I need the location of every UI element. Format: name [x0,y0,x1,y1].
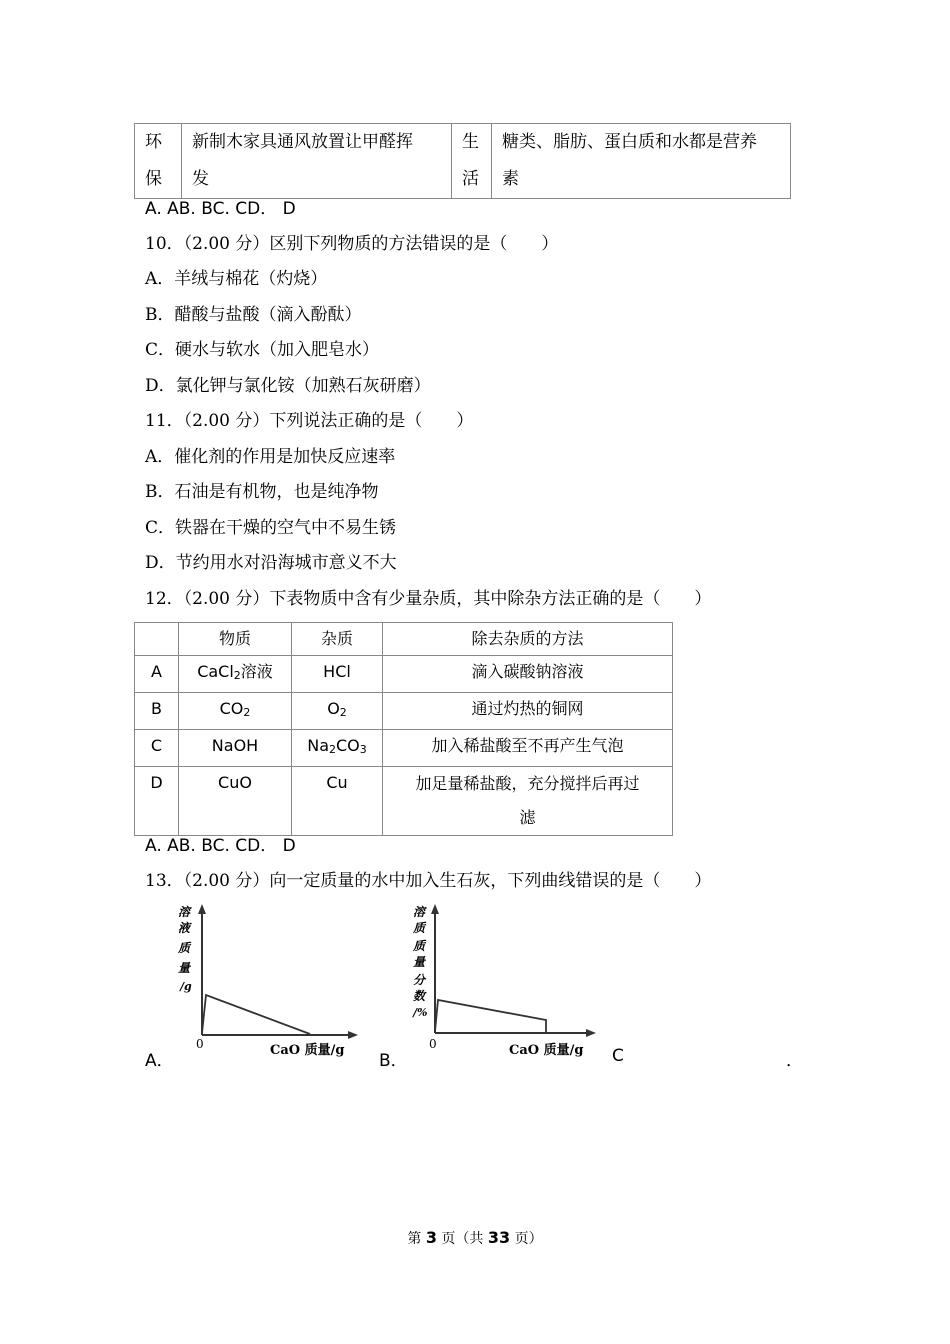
table-row [135,656,673,693]
q11-stem: 11．（2.00 分）下列说法正确的是（ ） [145,411,474,431]
q13-trailing-dot: ． [786,1051,803,1071]
graph-b-ylabel-char: 质 [413,939,426,953]
row-id: D [135,767,179,836]
q13-stem: 13．（2.00 分）向一定质量的水中加入生石灰，下列曲线错误的是（ ） [145,871,712,891]
cell-env: 环 保 [135,124,182,199]
q11-option-c: C．铁器在干燥的空气中不易生锈 [145,518,397,538]
graph-a-ylabel-char: 液 [178,921,191,935]
row-method: 滴入碳酸钠溶液 [383,656,673,693]
q10-option-d: D．氯化钾与氯化铵（加熟石灰研磨） [145,376,431,396]
q10-option-b: B．醋酸与盐酸（滴入酚酞） [145,305,362,325]
row-id: A [135,656,179,693]
row-method: 通过灼热的铜网 [383,693,673,730]
graph-a-curve [202,995,310,1034]
cell-life: 生 活 [452,124,492,199]
q12-table [134,622,673,836]
q13-option-a-label: A． [145,1051,174,1071]
row-substance: CO2 [179,693,292,730]
graph-b-ylabel-char: 分 [413,973,426,987]
graph-b-xlabel: CaO 质量/g [509,1043,584,1058]
graph-b-curve [435,1000,546,1033]
row-impurity: HCl [292,656,383,693]
row-substance: CaCl2溶液 [179,656,292,693]
q10-option-c: C．硬水与软水（加入肥皂水） [145,340,380,360]
graph-a-ylabel-char: 溶 [178,905,191,919]
header-cell [135,623,179,656]
header-cell: 杂质 [292,623,383,656]
row-substance: NaOH [179,730,292,767]
row-impurity: Na2CO3 [292,730,383,767]
header-cell: 除去杂质的方法 [383,623,673,656]
q11-option-a: A．催化剂的作用是加快反应速率 [145,447,396,467]
q9-options: A. AB. BC. CD． D [145,199,296,219]
row-substance: CuO [179,767,292,836]
graph-a-ylabel-char: 质 [178,941,191,955]
q10-option-a: A．羊绒与棉花（灼烧） [145,269,328,289]
q11-option-d: D．节约用水对沿海城市意义不大 [145,553,397,573]
q13-option-c-label: C [612,1046,624,1066]
q9-table [134,123,791,199]
graph-b-ylabel-char: 溶 [413,905,426,919]
graph-b-ylabel-char: 质 [413,921,426,935]
graph-a-ylabel-char: /g [180,980,192,993]
header-cell: 物质 [179,623,292,656]
table-row [135,767,673,836]
table-row [135,730,673,767]
q12-options: A. AB. BC. CD． D [145,836,296,856]
graph-a-y-arrow [198,904,206,914]
graph-b-ylabel-char: 量 [413,955,426,969]
row-impurity: O2 [292,693,383,730]
graph-b-ylabel-char: /% [413,1006,428,1019]
graph-a-ylabel-char: 量 [178,961,191,975]
page-footer: 第 3 页（共 33 页） [407,1228,543,1247]
graph-a-xlabel: CaO 质量/g [270,1043,345,1058]
cell-life-text: 糖类、脂肪、蛋白质和水都是营养 素 [492,124,791,199]
graph-b-y-arrow [431,904,439,914]
row-id: C [135,730,179,767]
row-method: 加足量稀盐酸，充分搅拌后再过 滤 [383,767,673,836]
row-id: B [135,693,179,730]
q13-option-b-label: B． [379,1051,408,1071]
table-header-row [135,623,673,656]
row-impurity: Cu [292,767,383,836]
row-method: 加入稀盐酸至不再产生气泡 [383,730,673,767]
graph-a [170,900,360,1065]
page-total: 33 [487,1228,511,1247]
q10-stem: 10．（2.00 分）区别下列物质的方法错误的是（ ） [145,234,559,254]
graph-b-ylabel-char: 数 [413,989,426,1003]
q11-option-b: B．石油是有机物，也是纯净物 [145,482,379,502]
graph-b-x-arrow [586,1029,596,1037]
q12-stem: 12．（2.00 分）下表物质中含有少量杂质，其中除杂方法正确的是（ ） [145,589,712,609]
graph-a-x-arrow [348,1031,358,1039]
graph-b-origin: 0 [429,1037,437,1051]
table-row [135,693,673,730]
cell-env-text: 新制木家具通风放置让甲醛挥 发 [182,124,452,199]
page-number: 3 [425,1228,437,1247]
graph-a-origin: 0 [196,1037,204,1051]
graph-b [405,900,600,1065]
